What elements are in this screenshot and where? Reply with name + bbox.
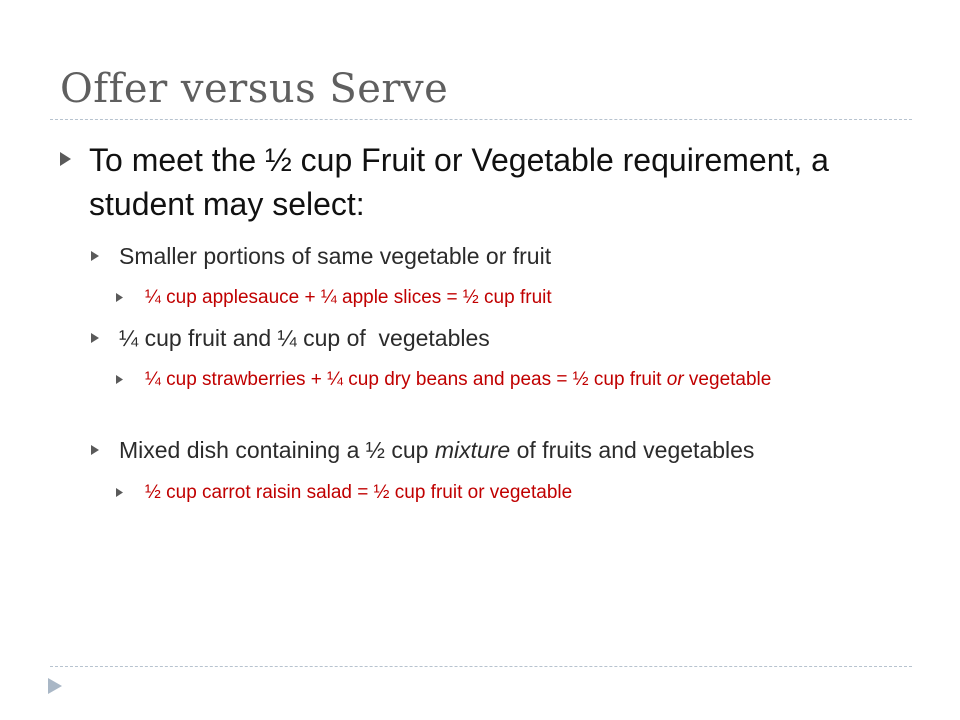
bullet-example-strawberries bbox=[116, 366, 816, 393]
example-text bbox=[116, 366, 816, 393]
triangle-bullet-icon bbox=[116, 375, 123, 384]
option-text-part: Mixed dish containing a ½ cup bbox=[119, 437, 435, 463]
corner-triangle-icon bbox=[48, 678, 62, 694]
title-divider bbox=[50, 119, 912, 120]
bullet-option-mixed-dish bbox=[91, 435, 911, 465]
bullet-main-point bbox=[60, 138, 900, 226]
example-text-emphasis: or bbox=[666, 369, 684, 390]
option-text: Smaller portions of same vegetable or fruit bbox=[119, 243, 552, 269]
example-text: ¼ cup applesauce + ¼ apple slices = ½ cup fruit bbox=[145, 287, 552, 308]
example-text: ½ cup carrot raisin salad = ½ cup fruit or vegetable bbox=[145, 482, 573, 503]
triangle-bullet-icon bbox=[116, 488, 123, 497]
option-text-part: of fruits and vegetables bbox=[510, 437, 755, 463]
triangle-bullet-icon bbox=[116, 293, 123, 302]
bullet-example-carrot-salad bbox=[116, 479, 876, 506]
main-point-text: To meet the ½ cup Fruit or Vegetable requirement, a student may select: bbox=[89, 142, 829, 222]
bullet-example-applesauce bbox=[116, 284, 876, 311]
bullet-option-smaller-portions bbox=[91, 241, 891, 271]
example-text-part: vegetable bbox=[683, 369, 772, 390]
option-text bbox=[91, 435, 911, 465]
bullet-option-fruit-and-vegetables bbox=[91, 323, 891, 353]
slide-title: Offer versus Serve bbox=[60, 66, 449, 112]
triangle-bullet-icon bbox=[91, 333, 99, 343]
triangle-bullet-icon bbox=[91, 251, 99, 261]
option-text: ¼ cup fruit and ¼ cup of vegetables bbox=[119, 325, 490, 351]
example-text-part: ¼ cup strawberries + ¼ cup dry beans and peas = ½ cup fruit bbox=[145, 369, 667, 390]
triangle-bullet-icon bbox=[60, 152, 71, 166]
footer-divider bbox=[50, 666, 912, 667]
triangle-bullet-icon bbox=[91, 445, 99, 455]
option-text-emphasis: mixture bbox=[434, 437, 511, 463]
